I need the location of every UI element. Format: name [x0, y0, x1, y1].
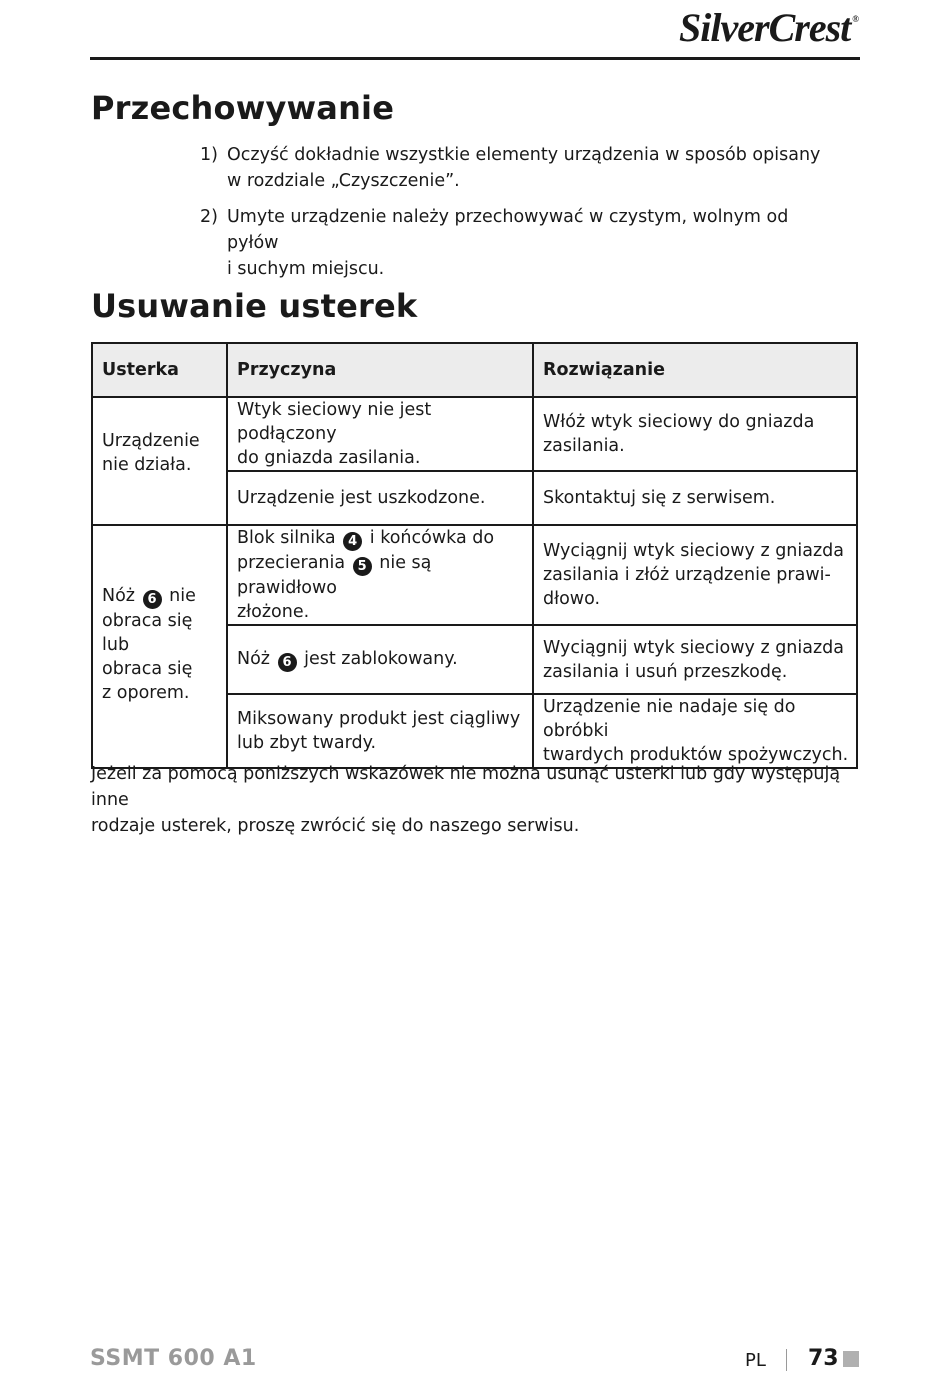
part-6-badge: 6	[278, 653, 297, 672]
cause-text: i końcówka do	[369, 528, 495, 548]
solution-text: Wyciągnij wtyk sieciowy z gniazda	[543, 637, 844, 658]
part-6-badge: 6	[143, 590, 162, 609]
cause-text: Urządzenie jest uszkodzone.	[237, 488, 486, 508]
cause-text: Blok silnika	[237, 528, 336, 548]
column-header-cause: Przyczyna	[227, 343, 533, 397]
fault-text: nie	[169, 586, 196, 606]
troubleshooting-table	[91, 342, 858, 769]
solution-cell	[533, 471, 857, 525]
solution-text: zasilania i złóż urządzenie prawi-	[543, 565, 831, 585]
storage-step-1	[200, 142, 840, 194]
solution-text: zasilania.	[543, 436, 625, 456]
footer-language: PL	[745, 1350, 766, 1371]
cause-text: jest zablokowany.	[304, 649, 458, 669]
header-rule	[90, 57, 860, 60]
page-number: 73	[808, 1346, 839, 1371]
storage-heading: Przechowywanie	[91, 89, 395, 127]
fault-text: obraca się	[102, 659, 193, 679]
cause-text: Miksowany produkt jest ciągliwy	[237, 709, 521, 729]
fault-text: z oporem.	[102, 683, 190, 703]
cause-cell	[227, 397, 533, 471]
step-text-line: Umyte urządzenie należy przechowywać w czystym, wolnym od pyłów	[227, 207, 789, 253]
brand-logo-text: SilverCrest	[679, 5, 851, 50]
step-text-line: i suchym miejscu.	[227, 259, 385, 279]
troubleshooting-heading: Usuwanie usterek	[91, 287, 418, 325]
solution-cell	[533, 694, 857, 768]
fault-text: Nóż	[102, 586, 135, 606]
solution-text: Włóż wtyk sieciowy do gniazda	[543, 412, 815, 432]
solution-cell	[533, 397, 857, 471]
solution-cell	[533, 625, 857, 694]
note-text: Jeżeli za pomocą poniższych wskazówek nie można usunąć usterki lub gdy występują inne	[91, 764, 841, 810]
part-5-badge: 5	[353, 557, 372, 576]
solution-text: Skontaktuj się z serwisem.	[543, 488, 776, 508]
cause-text: nie są prawidłowo	[237, 553, 432, 598]
fault-cell	[92, 525, 227, 768]
table-row	[92, 397, 857, 471]
registered-mark: ®	[852, 14, 858, 24]
step-text-line: Oczyść dokładnie wszystkie elementy urządzenia w sposób opisany	[227, 145, 821, 165]
cause-cell	[227, 625, 533, 694]
fault-text: nie działa.	[102, 455, 192, 475]
note-text: rodzaje usterek, proszę zwrócić się do naszego serwisu.	[91, 816, 580, 836]
footer-divider	[786, 1349, 787, 1371]
step-text-line: w rozdziale „Czyszczenie”.	[227, 171, 460, 191]
table-row	[92, 525, 857, 625]
cause-cell	[227, 525, 533, 625]
storage-step-2	[200, 204, 840, 282]
silvercrest-logo	[679, 4, 858, 51]
cause-cell	[227, 694, 533, 768]
part-4-badge: 4	[343, 532, 362, 551]
solution-text: dłowo.	[543, 589, 601, 609]
cause-text: Wtyk sieciowy nie jest podłączony	[237, 400, 432, 444]
cause-text: złożone.	[237, 602, 310, 622]
step-number: 2)	[200, 207, 218, 227]
cause-cell	[227, 471, 533, 525]
cause-text: lub zbyt twardy.	[237, 733, 377, 753]
table-header-row	[92, 343, 857, 397]
step-number: 1)	[200, 145, 218, 165]
service-note	[91, 761, 861, 839]
column-header-solution: Rozwiązanie	[533, 343, 857, 397]
cause-text: Nóż	[237, 649, 270, 669]
cause-text: do gniazda zasilania.	[237, 448, 421, 468]
column-header-fault: Usterka	[92, 343, 227, 397]
fault-cell	[92, 397, 227, 525]
solution-text: Urządzenie nie nadaje się do obróbki	[543, 697, 796, 741]
solution-text: zasilania i usuń przeszkodę.	[543, 661, 788, 682]
page-marker-square	[843, 1351, 859, 1367]
solution-cell	[533, 525, 857, 625]
solution-text: twardych produktów spożywczych.	[543, 745, 849, 765]
fault-text: Urządzenie	[102, 431, 200, 451]
solution-text: Wyciągnij wtyk sieciowy z gniazda	[543, 541, 844, 561]
fault-text: obraca się lub	[102, 611, 193, 655]
cause-text: przecierania	[237, 553, 346, 573]
footer-model: SSMT 600 A1	[90, 1346, 257, 1371]
